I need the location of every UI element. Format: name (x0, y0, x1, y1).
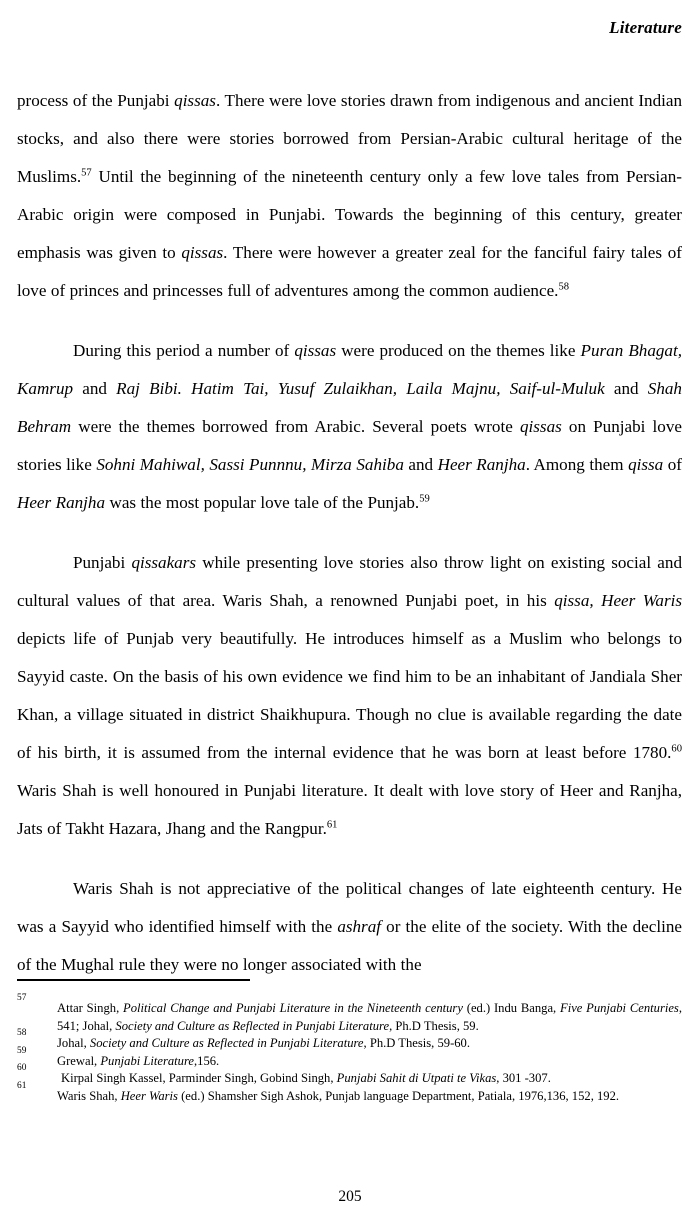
body-paragraph: Punjabi qissakars while presenting love stories also throw light on existing social and cultural values of that area. Waris Shah, a renowned Punjabi poet, in his qissa, Heer Waris depicts life of Punjab very beautifully. He introduces himself as a Muslim who belongs to Sayyid caste. On the basis of his own evidence we find him to be an inhabitant of Jandiala Sher Khan, a village situated in district Shaikhupura. Though no clue is available regarding the date of his birth, it is assumed from the internal evidence that he was born at least before 1780.60 Waris Shah is well honoured in Punjabi literature. It dealt with love story of Heer and Ranjha, Jats of Takht Hazara, Jhang and the Rangpur.$^{61}$ (17, 553, 682, 838)
footnote-text: Grewal, Punjabi Literature,156. (57, 1053, 220, 1068)
footnote-text: Attar Singh, Political Change and Punjabi Literature in the Nineteenth century (ed.) Indu Banga, Five Punjabi Centuries, 541; Johal, Society and Culture as Reflected in Punjabi Literature, Ph.D Thesis, 59. (57, 1001, 682, 1033)
footnote-text: Kirpal Singh Kassel, Parminder Singh, Gobind Singh, Punjabi Sahit di Utpati te Vikas, 301 -307. (61, 1071, 551, 1086)
footnote-item: 59 Grewal, Punjabi Literature,156. (17, 1053, 682, 1071)
footnote-text: Waris Shah, Heer Waris (ed.) Shamsher Sigh Ashok, Punjab language Department, Patiala, 1976,136, 152, 192. (57, 1088, 620, 1103)
footnote-item: 57 Attar Singh, Political Change and Punjabi Literature in the Nineteenth century (ed.) Indu Banga, Five Punjabi Centuries, 541; Johal, Society and Culture as Reflected in Punjabi Literature, Ph.D Thesis, 59. (17, 1000, 682, 1035)
footnote-separator-rule (17, 979, 250, 981)
footnote-list (17, 993, 682, 1106)
footnote-text: Johal, Society and Culture as Reflected in Punjabi Literature, Ph.D Thesis, 59-60. (57, 1036, 470, 1051)
body-paragraph: During this period a number of qissas were produced on the themes like Puran Bhagat, Kamrup and Raj Bibi. Hatim Tai, Yusuf Zulaikhan, Laila Majnu, Saif-ul-Muluk and Shah Behram were the themes borrowed from Arabic. Several poets wrote qissas on Punjabi love stories like Sohni Mahiwal, Sassi Punnnu, Mirza Sahiba and Heer Ranjha. Among them qissa of Heer Ranjha was the most popular love tale of the Punjab.$^{59}$ (17, 341, 682, 512)
footnote-item: 58 Johal, Society and Culture as Reflected in Punjabi Literature, Ph.D Thesis, 59-60. (17, 1035, 682, 1053)
footnote-item: 60 Kirpal Singh Kassel, Parminder Singh, Gobind Singh, Punjabi Sahit di Utpati te Vikas, 301 -307. (17, 1070, 682, 1088)
running-header-title: Literature (609, 18, 682, 37)
body-text-block (17, 82, 682, 984)
body-paragraph: process of the Punjabi qissas. There were love stories drawn from indigenous and ancient Indian stocks, and also there were stories borrowed from Persian-Arabic cultural heritage of the Muslims.$^{57}$ Until the beginning of the nineteenth century only a few love tales from Persian-Arabic origin were composed in Punjabi. Towards the beginning of this century, greater emphasis was given to qissas. There were however a greater zeal for the fanciful fairy tales of love of princes and princesses full of adventures among the common audience.$^{58}$ (17, 91, 683, 300)
footnote-item: 61 Waris Shah, Heer Waris (ed.) Shamsher Sigh Ashok, Punjab language Department, Patiala, 1976,136, 152, 192. (17, 1088, 682, 1106)
body-paragraph: Waris Shah is not appreciative of the political changes of late eighteenth century. He was a Sayyid who identified himself with the ashraf or the elite of the society. With the decline of the Mughal rule they were no longer associated with the (17, 879, 682, 974)
running-header (17, 18, 682, 38)
page-number: 205 (338, 1188, 362, 1205)
